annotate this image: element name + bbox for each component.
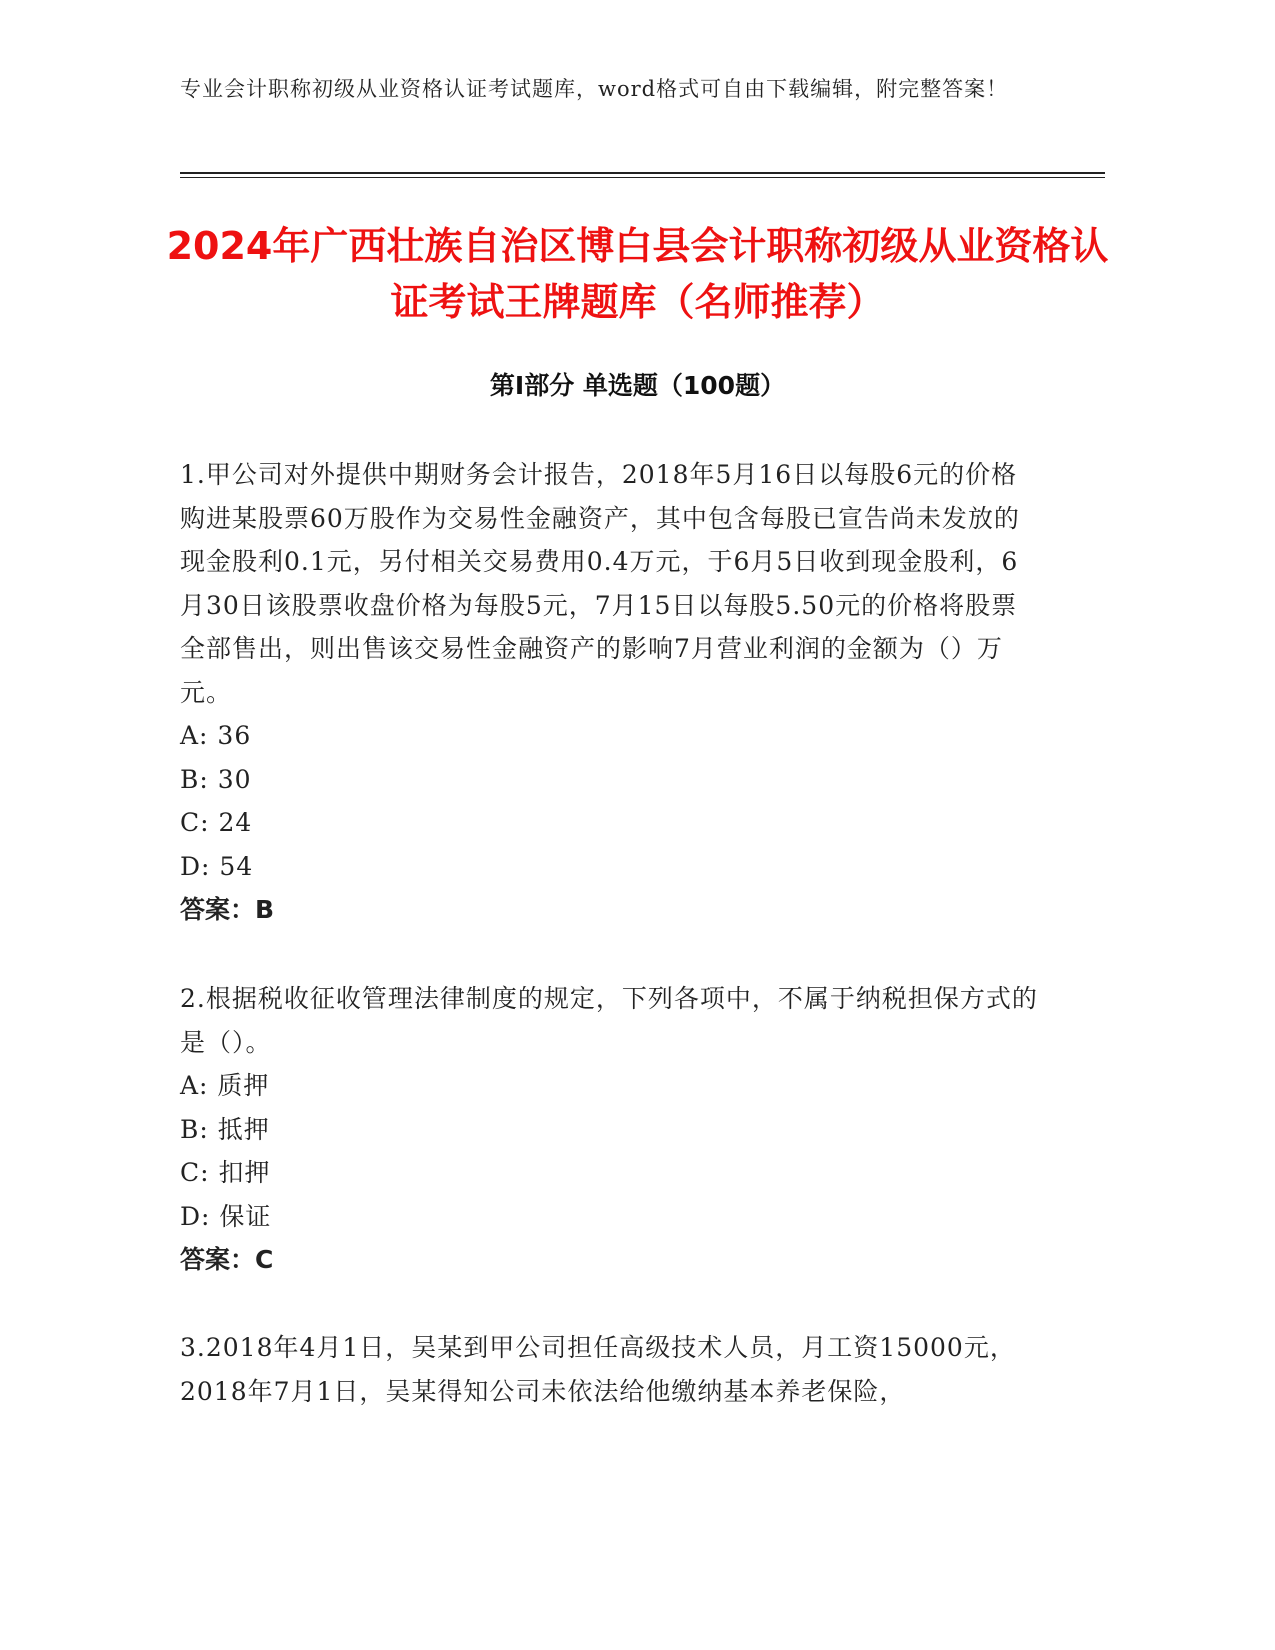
question-stem: 3.2018年4月1日，吴某到甲公司担任高级技术人员，月工资15000元，2018年7月1日，吴某得知公司未依法给他缴纳基本养老保险， bbox=[180, 1333, 1016, 1406]
option-c: C: 扣押 bbox=[180, 1158, 271, 1187]
question-stem: 1.甲公司对外提供中期财务会计报告，2018年5月16日以每股6元的价格购进某股票60万股作为交易性金融资产，其中包含每股已宣告尚未发放的现金股利0.1元，另付相关交易费用0.4万元，于6月5日收到现金股利，6月30日该股票收盘价格为每股5元，7月15日以每股5.50元的价格将股票全部售出，则出售该交易性金融资产的影响7月营业利润的金额为（）万元。 bbox=[180, 460, 1020, 707]
option-c: C: 24 bbox=[180, 808, 253, 837]
header-note: 专业会计职称初级从业资格认证考试题库，word格式可自由下载编辑，附完整答案！ bbox=[180, 77, 1009, 101]
question-1 bbox=[180, 453, 1040, 932]
header-divider bbox=[180, 172, 1105, 174]
question-stem: 2.根据税收征收管理法律制度的规定，下列各项中，不属于纳税担保方式的是（）。 bbox=[180, 984, 1038, 1057]
header-divider-thin bbox=[180, 177, 1105, 178]
option-d: D: 保证 bbox=[180, 1201, 272, 1231]
option-a: A: 36 bbox=[180, 721, 252, 750]
answer-text: 答案：C bbox=[180, 1245, 274, 1274]
document-title: 2024年广西壮族自治区博白县会计职称初级从业资格认证考试王牌题库（名师推荐） bbox=[166, 224, 1109, 324]
option-b: B: 30 bbox=[180, 764, 252, 794]
option-a: A: 质押 bbox=[180, 1071, 270, 1100]
option-b: B: 抵押 bbox=[180, 1114, 270, 1144]
answer-text: 答案：B bbox=[180, 895, 275, 924]
question-3 bbox=[180, 1326, 1040, 1413]
question-2 bbox=[180, 977, 1040, 1282]
section-title: 第Ⅰ部分 单选题（100题） bbox=[489, 371, 786, 400]
option-d: D: 54 bbox=[180, 851, 254, 881]
